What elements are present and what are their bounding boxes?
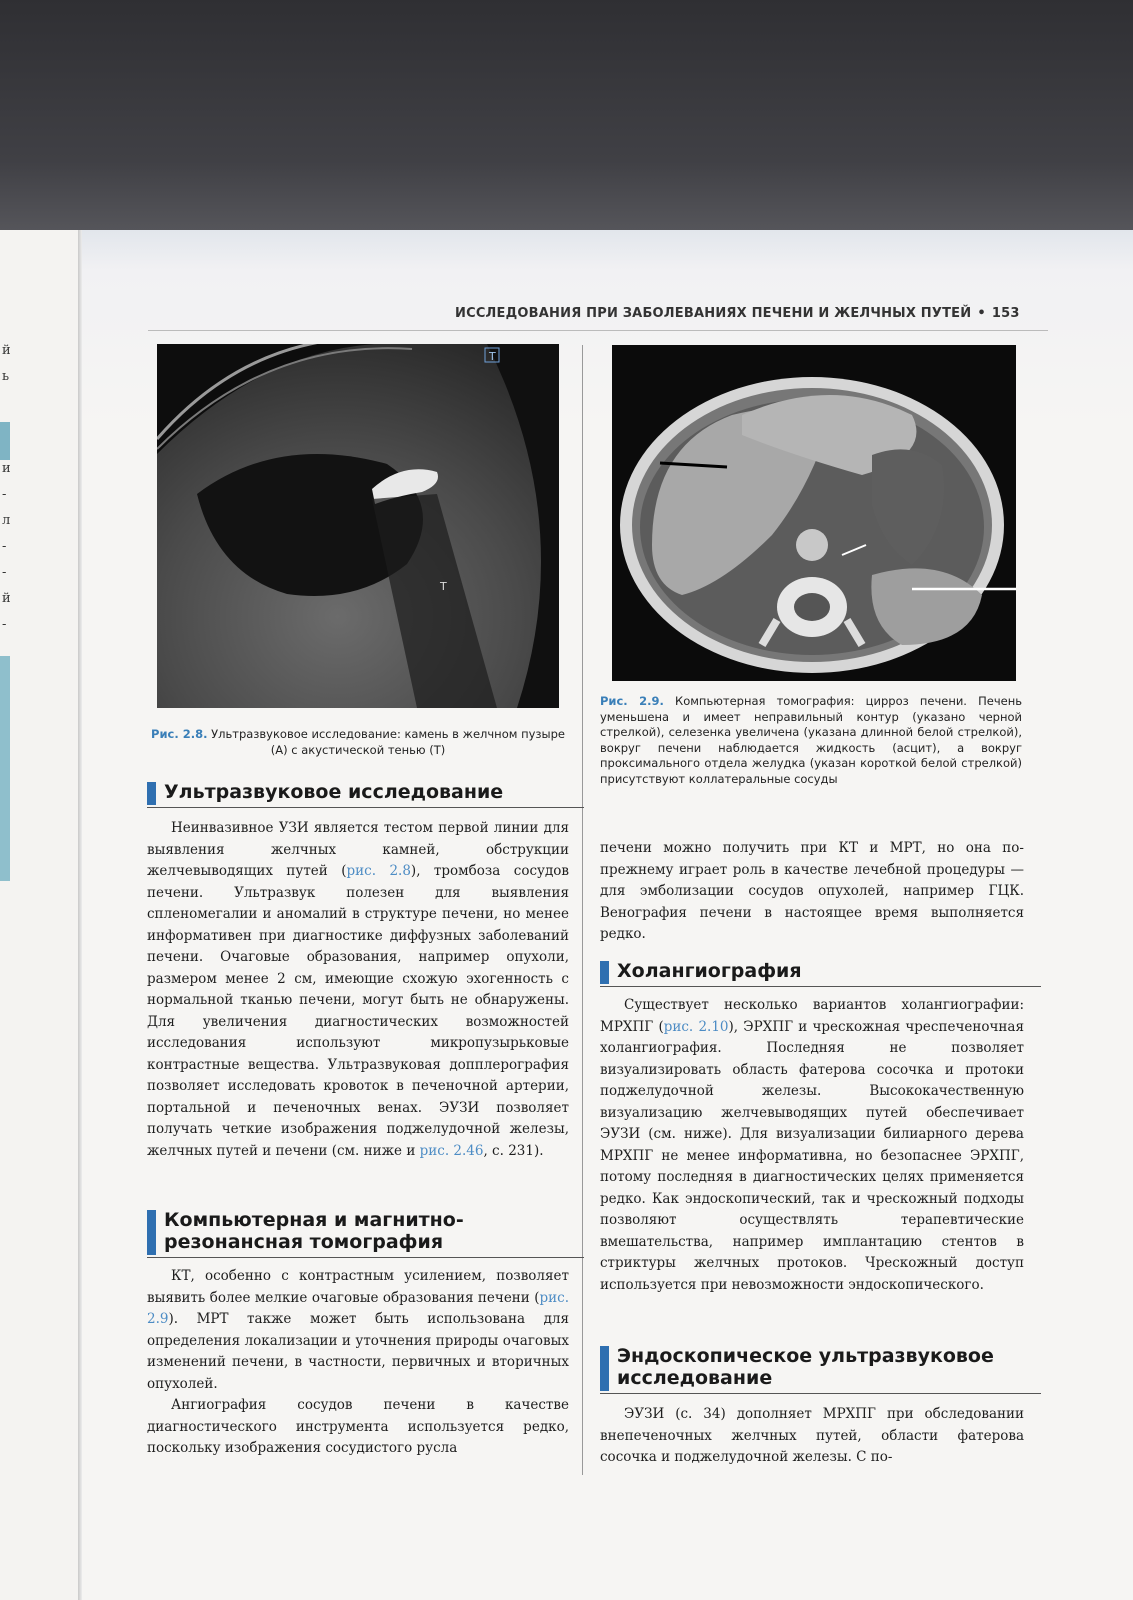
- figure-reference-link[interactable]: рис. 2.46: [419, 1142, 484, 1159]
- ct-scan-image: [612, 345, 1016, 681]
- heading-accent-bar: [147, 1210, 156, 1255]
- shadow-label: T: [440, 580, 447, 593]
- caption-text: Ультразвуковое исследование: камень в желчном пузыре (А) с акустической тенью (Т): [211, 727, 565, 757]
- heading-accent-bar: [600, 1346, 609, 1391]
- previous-page-edge: [0, 230, 80, 1600]
- previous-page-tab: [0, 656, 10, 881]
- section-heading-ultrasound: Ультразвуковое исследование: [147, 781, 584, 808]
- page-number: 153: [991, 306, 1020, 321]
- figure-reference-link[interactable]: рис. 2.8: [346, 863, 411, 879]
- figure-reference-link[interactable]: рис. 2.10: [663, 1018, 729, 1035]
- figure-number: Рис. 2.8.: [151, 727, 208, 741]
- figure-number: Рис. 2.9.: [600, 694, 664, 708]
- section-heading-endoscopic-ultrasound: Эндоскопическое ультразвуковое исследование: [600, 1345, 1041, 1394]
- scanner-background: [0, 0, 1133, 230]
- previous-page-tab: [0, 422, 10, 460]
- header-rule: [148, 330, 1048, 331]
- running-head-title: ИССЛЕДОВАНИЯ ПРИ ЗАБОЛЕВАНИЯХ ПЕЧЕНИ И ЖЕЛЧНЫХ ПУТЕЙ: [455, 306, 972, 321]
- ultrasound-image: [157, 344, 559, 708]
- ct-mri-paragraphs: КТ, особенно с контрастным усилением, позволяет выявить более мелкие очаговые образования печени (рис. 2.9). МРТ также может быть использована для определения локализации и уточнения природы очаговых изменений печени, в частности, первичных и вторичных опухолей. Ангиография сосудов печени в качестве диагностического инструмента используется редко, поскольку изображения сосудистого русла: [147, 1268, 569, 1456]
- figure-caption-2-9: [600, 694, 1022, 787]
- image-marker: T: [489, 350, 496, 363]
- cholangiography-paragraph: Существует несколько вариантов холангиографии: МРХПГ (рис. 2.10), ЭРХПГ и чрескожная чреспеченочная холангиография. Последняя не позволяет визуализировать область фатерова сосочка и протоки поджелудочной железы. Высококачественную визуализацию желчевыводящих путей обеспечивает ЭУЗИ (см. ниже). Для визуализации билиарного дерева МРХПГ не менее информативна, но безопаснее ЭРХПГ, потому последняя в диагностических целях применяется редко. Как эндоскопический, так и чрескожный подходы позволяют осуществлять терапевтические вмешательства, например имплантацию стентов в стриктуры желчных протоков. Чрескожный доступ используется при невозможности эндоскопического.: [600, 997, 1024, 1293]
- heading-accent-bar: [147, 782, 156, 805]
- running-head-separator: •: [977, 306, 986, 321]
- section-heading-ct-mri: Компьютерная и магнитно-резонансная томография: [147, 1209, 584, 1258]
- caption-text: Компьютерная томография: цирроз печени. Печень уменьшена и имеет неправильный контур (указано черной стрелкой), селезенка увеличена (указана длинной белой стрелкой), вокруг печени наблюдается жидкость (асцит), а вокруг проксимального отдела желудка (указан короткой белой стрелкой) присутствуют коллатеральные сосуды: [600, 694, 1022, 786]
- previous-page-text: й ь: [2, 343, 11, 384]
- column-rule: [582, 345, 583, 1475]
- ct-mri-paragraph-continued: печени можно получить при КТ и МРТ, но она по-прежнему играет роль в качестве лечебной процедуры — для эмболизации сосудов опухолей, например ГЦК. Венография печени в настоящее время выполняется редко.: [600, 840, 1024, 942]
- endoscopic-ultrasound-paragraph: ЭУЗИ (с. 34) дополняет МРХПГ при обследовании внепеченочных желчных путей, области фатерова сосочка и поджелудочной железы. С по-: [600, 1406, 1024, 1465]
- running-head: [455, 306, 1055, 321]
- figure-caption-2-8: [147, 727, 569, 758]
- heading-accent-bar: [600, 961, 609, 984]
- previous-page-text: и - л - - й -: [2, 461, 11, 632]
- figure-reference-link[interactable]: рис. 2.9: [147, 1289, 569, 1327]
- ultrasound-paragraph: Неинвазивное УЗИ является тестом первой линии для выявления желчных камней, обструкции желчевыводящих путей (рис. 2.8), тромбоза сосудов печени. Ультразвук полезен для выявления спленомегалии и аномалий в структуре печени, но менее информативен при диагностике диффузных заболеваний печени. Очаговые образования, например опухоли, размером менее 2 см, имеющие схожую эхогенность с нормальной тканью печени, могут быть не обнаружены. Для увеличения диагностических возможностей исследования используют микропузырьковые контрастные вещества. Ультразвуковая допплерография позволяет исследовать кровоток в печеночной артерии, портальной и печеночных венах. ЭУЗИ позволяет получать четкие изображения поджелудочной железы, желчных путей и печени (см. ниже и рис. 2.46, с. 231).: [147, 820, 569, 1159]
- section-heading-cholangiography: Холангиография: [600, 960, 1041, 987]
